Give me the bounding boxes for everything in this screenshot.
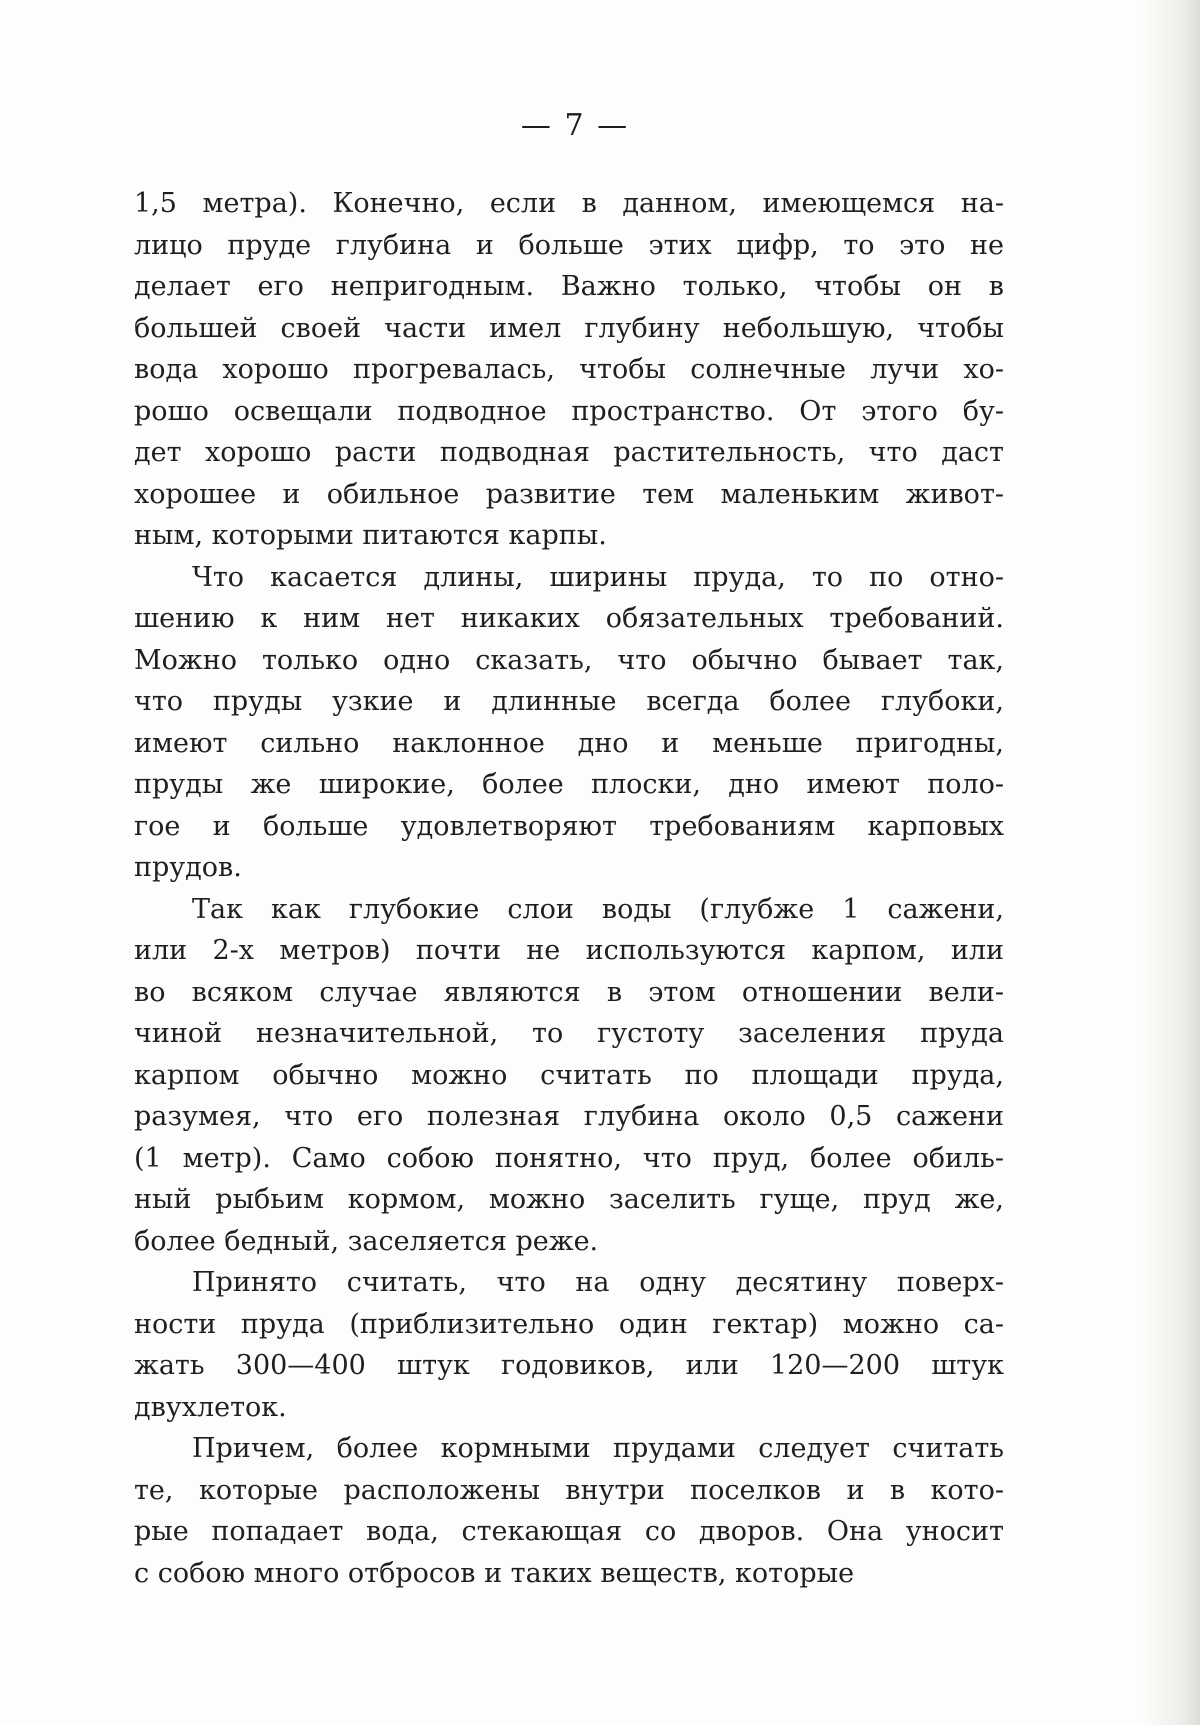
text-line: жать 300—400 штук годовиков, или 120—200 штук bbox=[134, 1350, 1004, 1381]
text-line: дет хорошо расти подводная растительность, что даст bbox=[134, 437, 1004, 468]
text-line: более бедный, заселяется реже. bbox=[134, 1225, 599, 1257]
text-line: (1 метр). Само собою понятно, что пруд, более обиль- bbox=[134, 1142, 1004, 1174]
text-line: что пруды узкие и длинные всегда более глубоки, bbox=[134, 686, 1004, 717]
text-line: хорошее и обильное развитие тем маленьким живот- bbox=[134, 478, 1004, 510]
paragraph bbox=[134, 1262, 1004, 1428]
paragraph bbox=[134, 1428, 1004, 1594]
text-line: прудов. bbox=[134, 852, 242, 883]
text-line: шению к ним нет никаких обязательных требований. bbox=[134, 603, 1004, 634]
text-line: ности пруда (приблизительно один гектар) можно са- bbox=[134, 1308, 1004, 1340]
text-line: Что касается длины, ширины пруда, то по отно- bbox=[192, 561, 1004, 593]
text-line: двухлеток. bbox=[134, 1391, 287, 1423]
text-line: Принято считать, что на одну десятину поверх- bbox=[192, 1267, 1004, 1298]
text-line: во всяком случае являются в этом отношении вели- bbox=[134, 976, 1004, 1008]
paragraph bbox=[134, 889, 1004, 1263]
paragraph bbox=[134, 557, 1004, 889]
page-edge-shadow bbox=[1140, 0, 1200, 1725]
text-line: Причем, более кормными прудами следует считать bbox=[192, 1433, 1004, 1464]
text-line: те, которые расположены внутри поселков и в кото- bbox=[134, 1474, 1004, 1506]
text-line: лицо пруде глубина и больше этих цифр, то это не bbox=[134, 229, 1004, 261]
text-line: ным, которыми питаются карпы. bbox=[134, 520, 607, 551]
text-line: чиной незначительной, то густоту заселения пруда bbox=[134, 1018, 1004, 1049]
body-text bbox=[134, 183, 1004, 1594]
text-line: с собою много отбросов и таких веществ, которые bbox=[134, 1557, 855, 1589]
text-line: ный рыбьим кормом, можно заселить гуще, пруд же, bbox=[134, 1184, 1004, 1215]
text-line: или 2-х метров) почти не используются карпом, или bbox=[134, 935, 1004, 966]
text-line: пруды же широкие, более плоски, дно имеют поло- bbox=[134, 769, 1004, 800]
page-number: — 7 — bbox=[520, 108, 630, 143]
text-line: большей своей части имел глубину небольшую, чтобы bbox=[134, 312, 1004, 344]
paragraph bbox=[134, 183, 1004, 557]
text-line: делает его непригодным. Важно только, чтобы он в bbox=[134, 271, 1004, 302]
text-line: гое и больше удовлетворяют требованиям карповых bbox=[134, 810, 1004, 842]
text-line: вода хорошо прогревалась, чтобы солнечные лучи хо- bbox=[134, 354, 1004, 385]
text-line: разумея, что его полезная глубина около 0,5 сажени bbox=[134, 1101, 1004, 1132]
text-line: Так как глубокие слои воды (глубже 1 сажени, bbox=[192, 893, 1004, 925]
text-line: рые попадает вода, стекающая со дворов. Она уносит bbox=[134, 1516, 1004, 1547]
text-line: 1,5 метра). Конечно, если в данном, имеющемся на- bbox=[134, 188, 1004, 219]
text-line: имеют сильно наклонное дно и меньше пригодны, bbox=[134, 727, 1004, 759]
text-line: рошо освещали подводное пространство. От этого бу- bbox=[134, 395, 1004, 427]
text-line: Можно только одно сказать, что обычно бывает так, bbox=[134, 644, 1004, 676]
text-line: карпом обычно можно считать по площади пруда, bbox=[134, 1059, 1004, 1091]
